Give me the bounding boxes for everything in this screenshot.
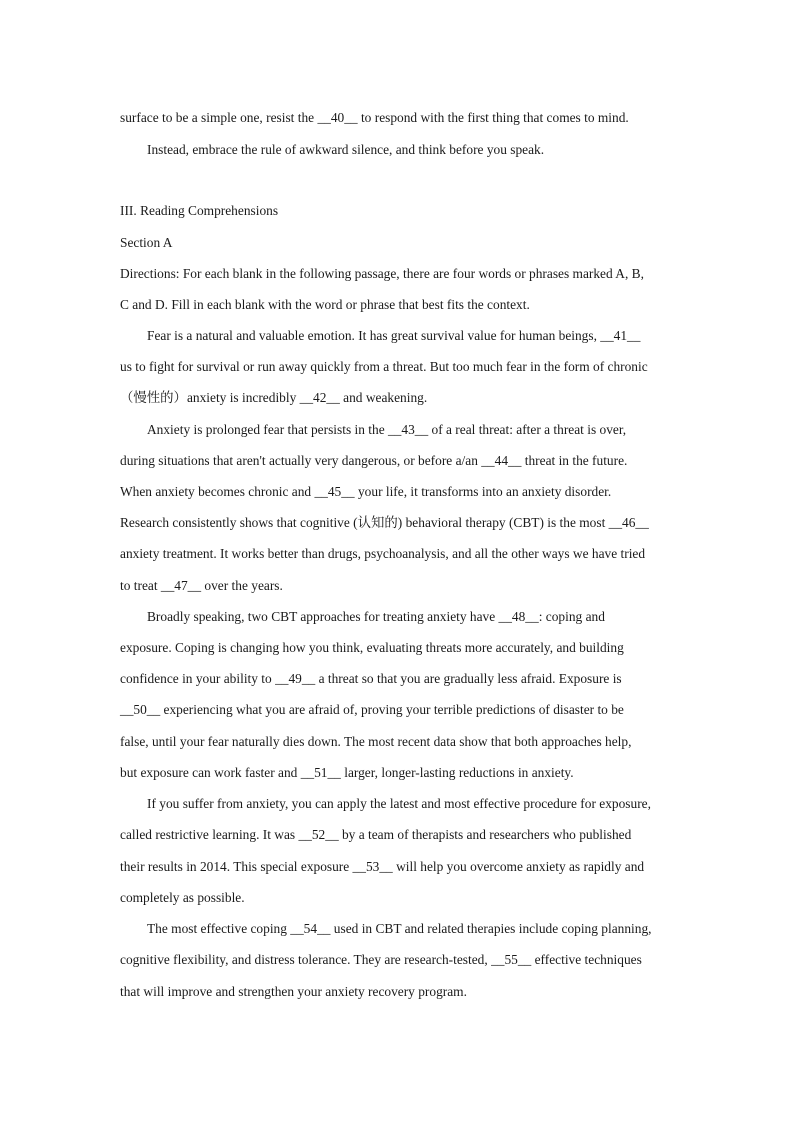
passage-line: When anxiety becomes chronic and __45__ your life, it transforms into an anxiety disorder. — [120, 484, 612, 499]
passage-line: cognitive flexibility, and distress tolerance. They are research-tested, __55__ effective techniques — [120, 952, 642, 967]
passage-line: The most effective coping __54__ used in CBT and related therapies include coping planning, — [147, 921, 652, 936]
passage-line: their results in 2014. This special exposure __53__ will help you overcome anxiety as rapidly and — [120, 859, 645, 874]
passage-line: but exposure can work faster and __51__ larger, longer-lasting reductions in anxiety. — [120, 765, 574, 780]
passage-line: （慢性的）anxiety is incredibly __42__ and weakening. — [120, 390, 428, 405]
passage-line: completely as possible. — [120, 890, 245, 905]
passage-line: Broadly speaking, two CBT approaches for treating anxiety have __48__: coping and — [147, 609, 605, 624]
passage-line: called restrictive learning. It was __52__ by a team of therapists and researchers who published — [120, 827, 632, 842]
passage-line: during situations that aren't actually very dangerous, or before a/an __44__ threat in the future. — [120, 453, 628, 468]
passage-line: us to fight for survival or run away quickly from a threat. But too much fear in the form of chronic — [120, 359, 648, 374]
section-title: III. Reading Comprehensions — [120, 203, 279, 218]
directions-line: C and D. Fill in each blank with the word or phrase that best fits the context. — [120, 297, 530, 312]
passage-line: __50__ experiencing what you are afraid of, proving your terrible predictions of disaster to be — [120, 702, 624, 717]
passage-line: If you suffer from anxiety, you can apply the latest and most effective procedure for exposure, — [147, 796, 651, 811]
passage-line: false, until your fear naturally dies down. The most recent data show that both approaches help, — [120, 734, 632, 749]
directions-line: Directions: For each blank in the following passage, there are four words or phrases marked A, B, — [120, 266, 644, 281]
passage-line: that will improve and strengthen your anxiety recovery program. — [120, 984, 467, 999]
passage-line: confidence in your ability to __49__ a threat so that you are gradually less afraid. Exposure is — [120, 671, 622, 686]
passage-line: Fear is a natural and valuable emotion. It has great survival value for human beings, __41__ — [147, 328, 641, 343]
passage-line: anxiety treatment. It works better than drugs, psychoanalysis, and all the other ways we have tried — [120, 546, 646, 561]
passage-line: exposure. Coping is changing how you think, evaluating threats more accurately, and building — [120, 640, 624, 655]
passage-line: to treat __47__ over the years. — [120, 578, 283, 593]
passage-line: Research consistently shows that cognitive (认知的) behavioral therapy (CBT) is the most __46__ — [120, 515, 649, 530]
passage-line: Anxiety is prolonged fear that persists in the __43__ of a real threat: after a threat is over, — [147, 422, 627, 437]
section-label: Section A — [120, 235, 173, 250]
intro-line: surface to be a simple one, resist the __40__ to respond with the first thing that comes to mind. — [120, 110, 629, 125]
intro-line: Instead, embrace the rule of awkward silence, and think before you speak. — [147, 142, 545, 157]
